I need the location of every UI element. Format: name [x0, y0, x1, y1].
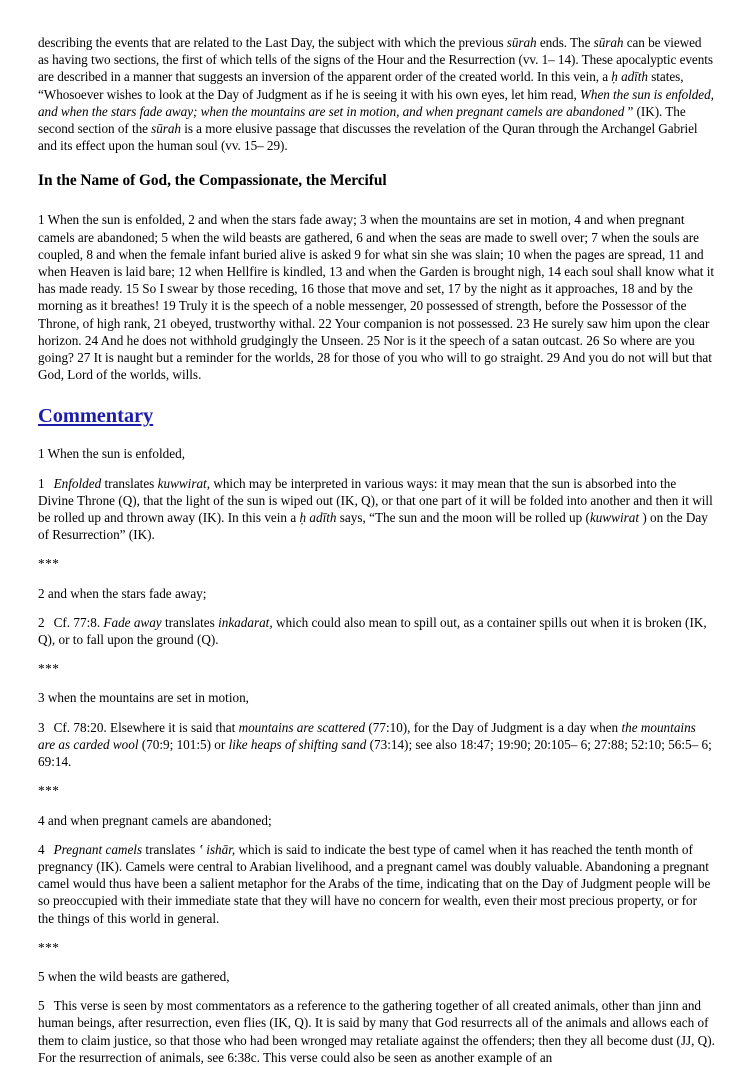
italic-quoted-verse: When the sun is enfolded, and when the stars fade away; when the mountains are set in motion, and when pregnant camels are abandoned — [38, 86, 714, 119]
italic-term-fade-away: Fade away — [103, 614, 162, 630]
basmala-heading: In the Name of God, the Compassionate, the Merciful — [38, 172, 387, 190]
section-separator: *** — [38, 556, 60, 572]
italic-term-kuwwirat: kuwwirat, — [157, 475, 211, 491]
commentary-number: 2 — [38, 614, 45, 630]
commentary-entry — [38, 689, 715, 770]
verse-line: 2 and when the stars fade away; — [38, 585, 207, 601]
section-separator: *** — [38, 783, 60, 799]
italic-term-surah: sūrah — [151, 121, 181, 137]
italic-term-hadith: ḥ adīth — [611, 69, 648, 85]
commentary-entry — [38, 585, 715, 649]
italic-term-ishar: ʽ ishār, — [198, 841, 236, 857]
commentary-body: 3 Cf. 78:20. Elsewhere it is said that mountains are scattered (77:10), for the Day of Judgment is a day when the mountains are as carded wool (70:9; 101:5) or like heaps of shifting sand (73:14); see also 18:47; 19:90; 20:105– 6; 27:88; 52:10; 56:5– 6; 69:14. — [38, 719, 712, 770]
verse-line: 4 and when pregnant camels are abandoned; — [38, 812, 272, 828]
italic-term-enfolded: Enfolded — [53, 475, 102, 491]
italic-quoted-verse: like heaps of shifting sand — [228, 736, 367, 752]
commentary-number: 3 — [38, 719, 45, 735]
section-separator: *** — [38, 661, 60, 677]
commentary-body: 1 Enfolded translates kuwwirat, which may be interpreted in various ways: it may mean that the sun is absorbed into the Divine Throne (Q), that the light of the sun is wiped out (IK, Q), or that one part of it will be folded into another and then it will be rolled up and thrown away (IK). In this vein a ḥ adīth says, “The sun and the moon will be rolled up (kuwwirat ) on the Day of Resurrection” (IK). — [38, 475, 713, 543]
verse-line: 3 when the mountains are set in motion, — [38, 690, 249, 706]
commentary-heading-wrap — [38, 391, 715, 445]
commentary-body: 4 Pregnant camels translates ʽ ishār, which is said to indicate the best type of camel when it has reached the tenth month of pregnancy (IK). Camels were central to Arabian livelihood, and a pregnant camel was doubly valuable. Abandoning a pregnant camel would thus have been a salient metaphor for the Arabs of the time, indicating that on the Day of Judgment people will be so preoccupied with their immediate state that they will have no concern for wealth, even their most precious property, or for the things of this world in general. — [38, 841, 711, 926]
verse-line: 1 When the sun is enfolded, — [38, 446, 185, 462]
italic-term-hadith: ḥ adīth — [299, 510, 337, 526]
italic-term-inkadarat: inkadarat, — [218, 614, 273, 630]
verse-line: 5 when the wild beasts are gathered, — [38, 968, 230, 984]
commentary-entry — [38, 445, 715, 543]
section-separator: *** — [38, 939, 60, 955]
italic-term-pregnant-camels: Pregnant camels — [53, 841, 143, 857]
commentary-number: 5 — [38, 998, 45, 1014]
italic-term-surah: sūrah — [593, 35, 624, 50]
commentary-number: 4 — [38, 841, 45, 857]
italic-term-kuwwirat: kuwwirat — [589, 510, 640, 526]
commentary-text: This verse is seen by most commentators as a reference to the gathering together of all created animals, other than jinn and human beings, after resurrection, even flies (IK, Q). It is said by many that God resurrects all of the animals and allows each of them to claim justice, so that those who had been wronged may retaliate against the offenders; then they all become dust (JJ, Q). For the resurrection of animals, see 6:38c. This verse could also be seen as another example of an — [38, 998, 715, 1065]
italic-quoted-verse: mountains are scattered — [238, 719, 366, 735]
italic-quoted-verse: the mountains are as carded wool — [38, 719, 696, 752]
italic-term-surah: sūrah — [506, 35, 537, 50]
commentary-entry — [38, 968, 715, 1066]
commentary-entry — [38, 812, 715, 927]
commentary-body: 2 Cf. 77:8. Fade away translates inkadarat, which could also mean to spill out, as a container spills out when it is broken (IK, Q), or to fall upon the ground (Q). — [38, 614, 707, 648]
commentary-heading: Commentary — [38, 405, 154, 428]
intro-paragraph: describing the events that are related to the Last Day, the subject with which the previous sūrah ends. The sūrah can be viewed as having two sections, the first of which tells of the signs of the Hour and the Resurrection (vv. 1– 14). These apocalyptic events are described in a manner that suggests an inversion of the apparent order of the created world. In this vein, a ḥ adīth states, “Whosoever wishes to look at the Day of Judgment as if he is seeing it with his own eyes, let him read, When the sun is enfolded, and when the stars fade away; when the mountains are set in motion, and when pregnant camels are abandoned ” (IK). The second section of the sūrah is a more elusive passage that discusses the revelation of the Quran through the Archangel Gabriel and its effect upon the human soul (vv. 15– 29). — [38, 35, 714, 154]
quran-verses-text: 1 When the sun is enfolded, 2 and when the stars fade away; 3 when the mountains are set in motion, 4 and when pregnant camels are abandoned; 5 when the wild beasts are gathered, 6 and when the seas are made to swell over; 7 when the souls are coupled, 8 and when the female infant buried alive is asked 9 for what sin she was slain; 10 when the pages are spread, 11 and when Heaven is laid bare; 12 when Hellfire is kindled, 13 and when the Garden is brought nigh, 14 each soul shall know what it has made ready. 15 So I swear by those receding, 16 those that move and set, 17 by the night as it approaches, 18 and by the morning as it breathes! 19 Truly it is the speech of a noble messenger, 20 possessed of strength, before the Possessor of the Throne, of high rank, 21 obeyed, trustworthy withal. 22 Your companion is not possessed. 23 He surely saw him upon the clear horizon. 24 And he does not withhold grudgingly the Unseen. 25 Nor is it the speech of a satan outcast. 26 So where are you going? 27 It is naught but a reminder for the worlds, 28 for those of you who will to go straight. 29 And you do not will but that God, Lord of the worlds, wills. — [38, 212, 715, 383]
commentary-number: 1 — [38, 475, 45, 491]
commentary-body — [38, 997, 715, 1066]
